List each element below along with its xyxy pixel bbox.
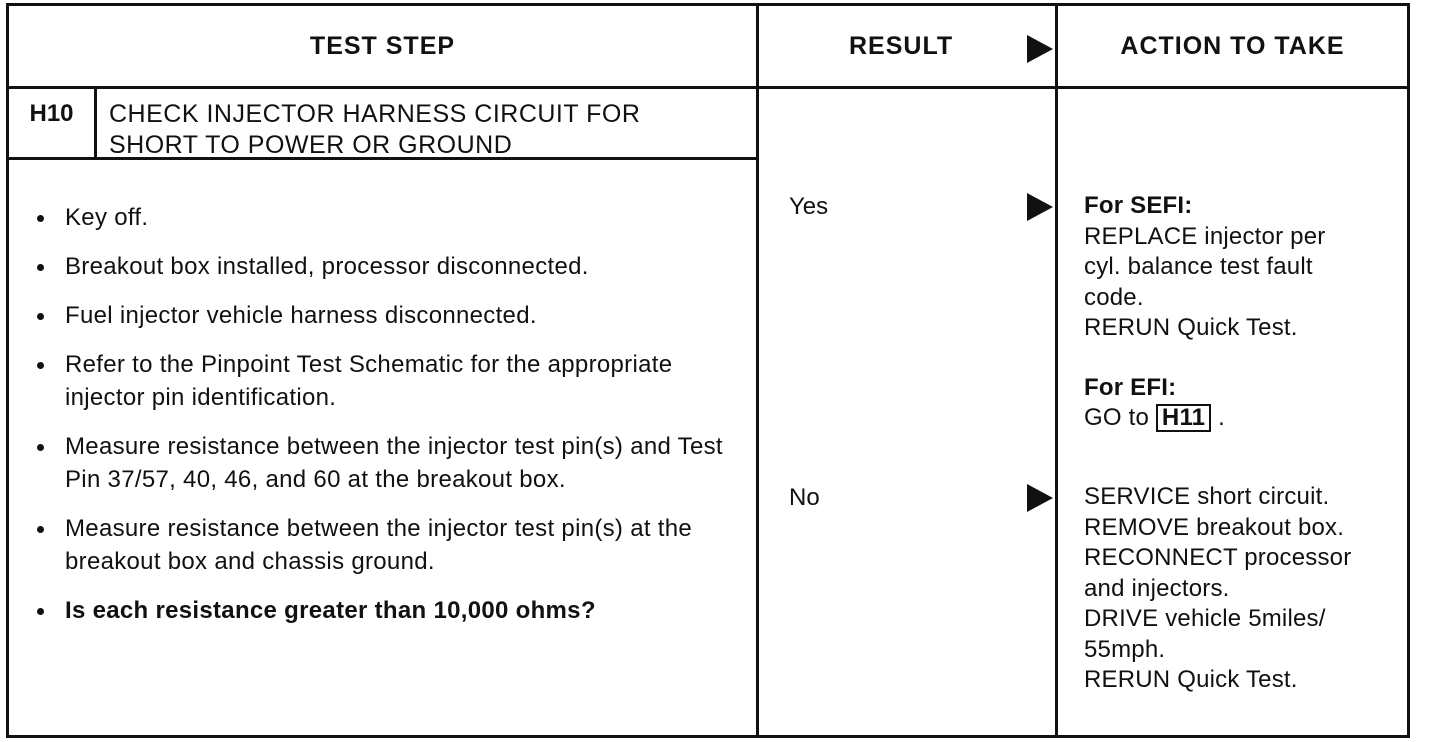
column-divider-result: [756, 6, 759, 735]
action-sefi-line: cyl. balance test fault: [1084, 253, 1313, 280]
action-sefi-line: REPLACE injector per: [1084, 222, 1326, 250]
bullet-icon: [37, 362, 44, 369]
action-no-line: DRIVE vehicle 5miles/: [1084, 605, 1326, 632]
step-title-line-2: SHORT TO POWER OR GROUND: [109, 131, 513, 159]
procedure-text: Measure resistance between the injector test pin(s) and Test Pin 37/57, 40, 46, and 60 at the breakout box.: [65, 433, 723, 493]
action-no-line: SERVICE short circuit.: [1084, 483, 1330, 510]
procedure-text: Key off.: [65, 204, 149, 231]
test-step-table: [6, 3, 1410, 738]
bullet-icon: [37, 264, 44, 271]
procedure-item: [31, 348, 741, 414]
procedure-question: [31, 594, 741, 627]
procedure-text: Fuel injector vehicle harness disconnected.: [65, 302, 537, 329]
step-title-line-1: CHECK INJECTOR HARNESS CIRCUIT FOR: [109, 100, 641, 128]
action-efi-period: .: [1218, 404, 1225, 431]
header-action: ACTION TO TAKE: [1120, 31, 1345, 60]
action-no-line: and injectors.: [1084, 574, 1230, 602]
action-sefi-line: code.: [1084, 283, 1144, 311]
procedure-list: [31, 201, 741, 643]
result-no-arrow-icon: [1027, 484, 1053, 512]
action-efi-goto-text: GO to: [1084, 404, 1150, 431]
action-efi-goto: [1084, 403, 1404, 434]
result-yes-arrow-icon: [1027, 193, 1053, 221]
step-id: H10: [29, 100, 74, 127]
bullet-icon: [37, 526, 44, 533]
action-no-line: RECONNECT processor: [1084, 544, 1352, 571]
header-test-step: TEST STEP: [309, 31, 456, 60]
bullet-icon: [37, 215, 44, 222]
header-divider: [9, 86, 1407, 89]
bullet-icon: [37, 313, 44, 320]
procedure-item: [31, 250, 741, 283]
header-result: RESULT: [849, 31, 954, 60]
action-no-line: REMOVE breakout box.: [1084, 513, 1345, 541]
result-no: No: [789, 484, 820, 511]
procedure-text: Measure resistance between the injector test pin(s) at the breakout box and chassis ground.: [65, 515, 693, 575]
bullet-icon: [37, 608, 44, 615]
procedure-text: Is each resistance greater than 10,000 ohms?: [65, 597, 596, 624]
action-yes: [1084, 191, 1404, 434]
bullet-icon: [37, 444, 44, 451]
step-title: [109, 99, 749, 161]
action-sefi-label: For SEFI:: [1084, 192, 1193, 219]
action-sefi-line: RERUN Quick Test.: [1084, 314, 1298, 341]
result-yes: Yes: [789, 193, 829, 220]
column-divider-action: [1055, 6, 1058, 735]
action-no-line: RERUN Quick Test.: [1084, 666, 1298, 693]
procedure-text: Breakout box installed, processor disconnected.: [65, 253, 589, 280]
action-no: [1084, 482, 1404, 696]
header-arrow-icon: [1027, 35, 1053, 63]
procedure-item: [31, 201, 741, 234]
step-id-divider: [94, 86, 97, 160]
procedure-text: Refer to the Pinpoint Test Schematic for the appropriate injector pin identification.: [65, 351, 673, 411]
procedure-item: [31, 430, 741, 496]
action-no-line: 55mph.: [1084, 635, 1166, 663]
procedure-item: [31, 512, 741, 578]
procedure-item: [31, 299, 741, 332]
goto-step-reference[interactable]: H11: [1156, 404, 1211, 432]
action-efi-label: For EFI:: [1084, 373, 1177, 401]
